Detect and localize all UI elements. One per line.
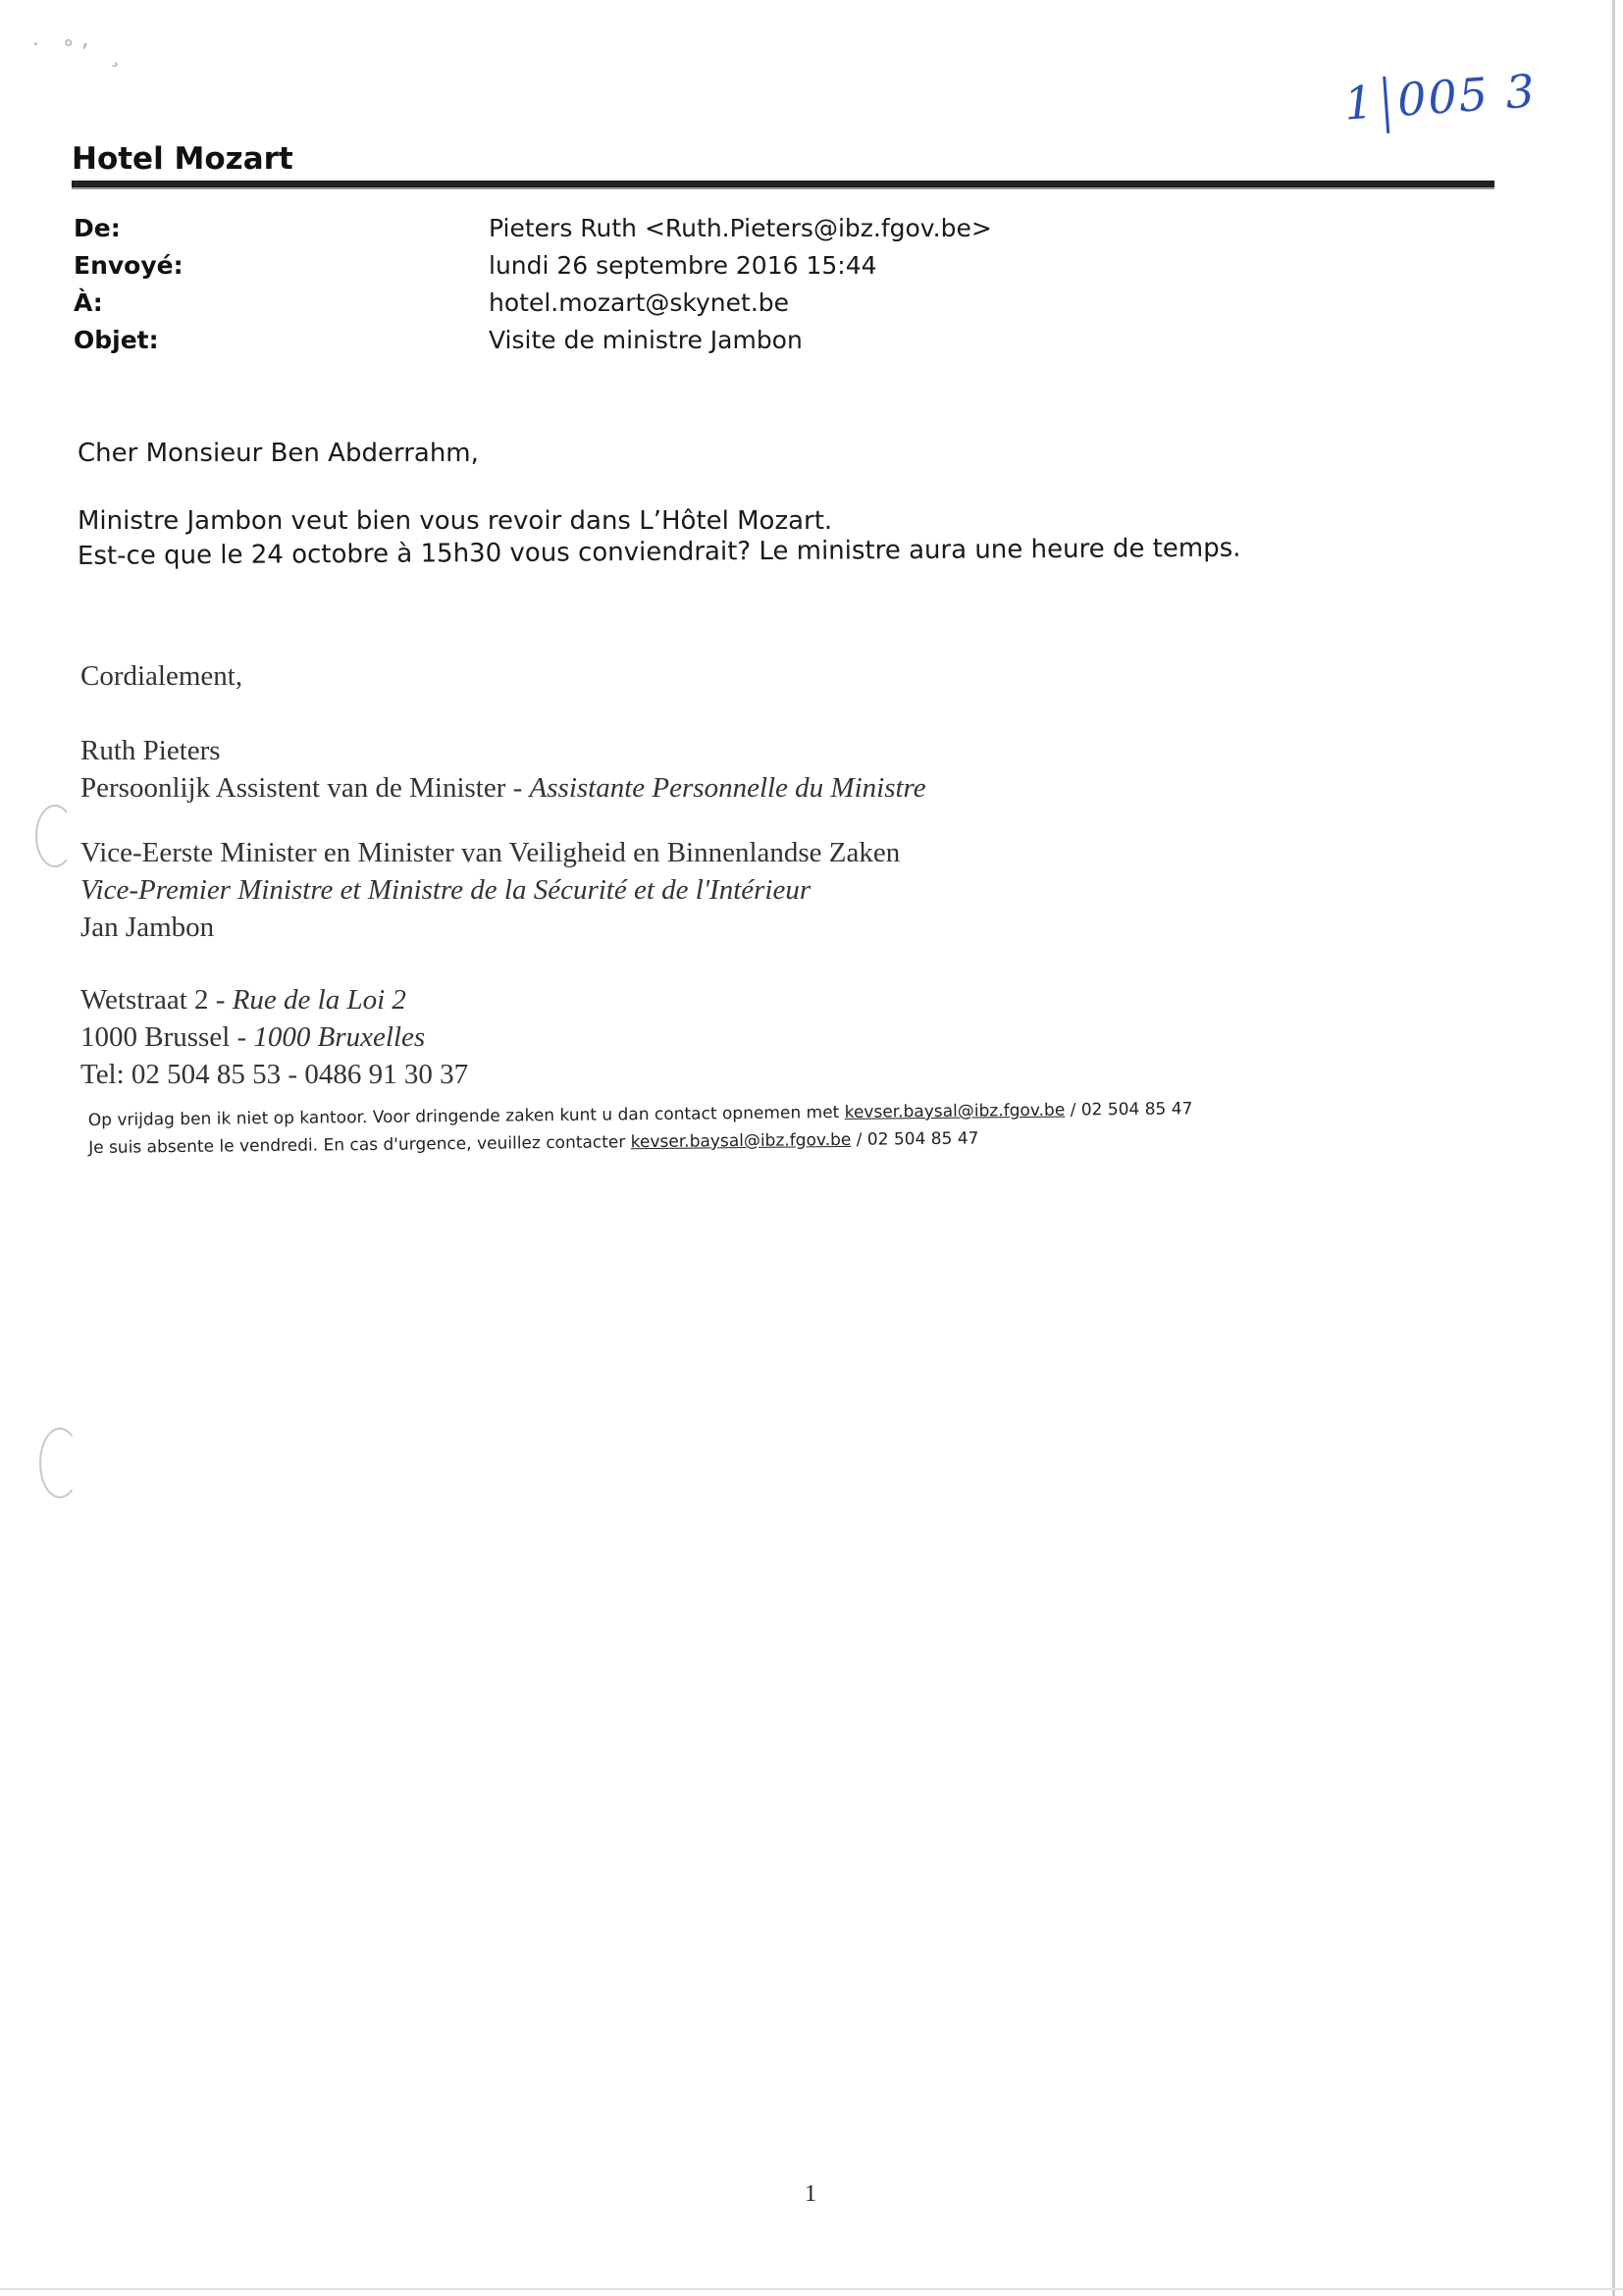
header-rule: [72, 181, 1494, 189]
signature-role-nl: Persoonlijk Assistent van de Minister: [80, 772, 506, 804]
notice-fr-email-link[interactable]: kevser.baysal@ibz.fgov.be: [630, 1129, 852, 1153]
meta-row-sent: [74, 251, 992, 288]
handwritten-ref-separator: [1383, 77, 1389, 133]
subject-label: Objet:: [74, 326, 159, 354]
from-value: Pieters Ruth <Ruth.Pieters@ibz.fgov.be>: [489, 214, 992, 242]
signature-role: [80, 769, 926, 807]
signature-role-fr: Assistante Personnelle du Ministre: [529, 772, 926, 804]
city-nl: 1000 Brussel: [80, 1021, 231, 1053]
page-number: 1: [805, 2181, 816, 2207]
address-street: [80, 981, 468, 1018]
ministry-fr: Vice-Premier Ministre et Ministre de la Sécurité et de l'Intérieur: [80, 874, 812, 906]
street-fr: Rue de la Loi 2: [232, 984, 406, 1016]
handwritten-reference: [1342, 64, 1539, 136]
absence-notice: [88, 1095, 1193, 1162]
page-edge: [1612, 0, 1615, 2296]
phone-line: Tel: 02 504 85 53 - 0486 91 30 37: [80, 1059, 469, 1090]
handwritten-ref-right: 005 3: [1395, 64, 1539, 127]
meta-row-to: [74, 288, 992, 326]
signature-ministry-block: [80, 834, 900, 946]
scan-specks: ˙ ˚’ ¸: [29, 39, 128, 69]
city-fr: 1000 Bruxelles: [253, 1021, 426, 1053]
sent-value: lundi 26 septembre 2016 15:44: [489, 251, 877, 280]
sent-label: Envoyé:: [74, 251, 183, 280]
notice-fr-phone: / 02 504 85 47: [851, 1128, 979, 1150]
meta-row-subject: [74, 326, 992, 363]
message-line-2: Est-ce que le 24 octobre à 15h30 vous conviendrait? Le ministre aura une heure de temps.: [77, 533, 1241, 571]
ministry-nl: Vice-Eerste Minister en Minister van Veiligheid en Binnenlandse Zaken: [80, 837, 901, 868]
closing: Cordialement,: [80, 660, 243, 692]
page-title: Hotel Mozart: [72, 141, 293, 177]
message-line-1: Ministre Jambon veut bien vous revoir dans L’Hôtel Mozart.: [78, 506, 833, 536]
notice-fr-text: Je suis absente le vendredi. En cas d'urgence, veuillez contacter: [88, 1132, 631, 1158]
greeting: Cher Monsieur Ben Abderrahm,: [78, 439, 479, 468]
address-city: [80, 1018, 468, 1056]
document-header: [72, 139, 1494, 189]
to-label: À:: [74, 288, 103, 317]
notice-nl-text: Op vrijdag ben ik niet op kantoor. Voor dringende zaken kunt u dan contact opnemen met: [87, 1102, 845, 1131]
notice-nl-email-link[interactable]: kevser.baysal@ibz.fgov.be: [844, 1100, 1066, 1122]
message-paragraph: [78, 503, 1241, 574]
signature-address-block: [80, 981, 468, 1093]
street-sep: -: [208, 984, 233, 1016]
punch-hole-mark: [39, 1428, 80, 1498]
street-nl: Wetstraat 2: [80, 984, 209, 1016]
signature-name: Ruth Pieters: [80, 735, 221, 766]
signature-name-block: [80, 732, 926, 807]
punch-hole-mark: [35, 805, 75, 867]
from-label: De:: [74, 214, 121, 242]
to-value: hotel.mozart@skynet.be: [489, 288, 790, 317]
city-sep: -: [230, 1021, 254, 1053]
email-meta-table: [74, 214, 992, 363]
page-edge-bottom: [0, 2288, 1623, 2290]
meta-row-from: [74, 214, 992, 251]
minister-name: Jan Jambon: [80, 912, 215, 943]
handwritten-ref-left: 1: [1342, 75, 1378, 130]
signature-role-sep: -: [505, 772, 530, 804]
notice-nl-phone: / 02 504 85 47: [1065, 1099, 1193, 1121]
subject-value: Visite de ministre Jambon: [489, 326, 803, 354]
